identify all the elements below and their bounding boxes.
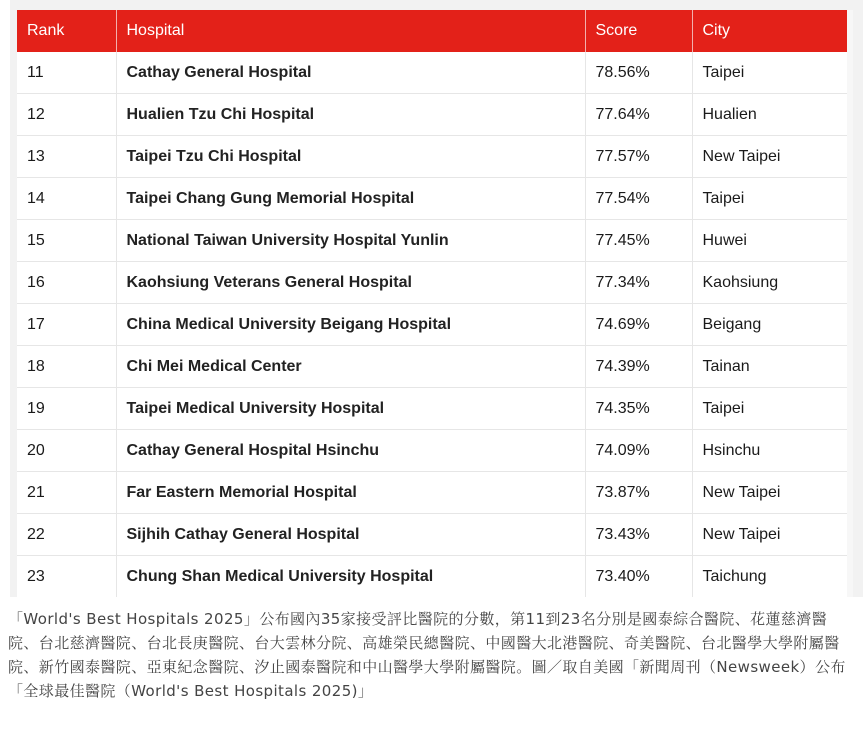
rank-cell: 18 — [17, 346, 116, 388]
city-cell: Hsinchu — [692, 430, 847, 472]
city-cell: Taipei — [692, 52, 847, 94]
hospital-cell: Taipei Medical University Hospital — [116, 388, 585, 430]
rank-cell: 16 — [17, 262, 116, 304]
table-row — [17, 430, 847, 472]
table-row — [17, 514, 847, 556]
rank-cell: 23 — [17, 556, 116, 598]
table-body — [17, 52, 847, 597]
city-cell: New Taipei — [692, 136, 847, 178]
hospital-cell: Chi Mei Medical Center — [116, 346, 585, 388]
score-cell: 78.56% — [585, 52, 692, 94]
score-cell: 74.39% — [585, 346, 692, 388]
rank-cell: 22 — [17, 514, 116, 556]
city-cell: New Taipei — [692, 514, 847, 556]
table-row — [17, 262, 847, 304]
table-row — [17, 388, 847, 430]
header-city: City — [692, 10, 847, 52]
table-row — [17, 52, 847, 94]
city-cell: Beigang — [692, 304, 847, 346]
score-cell: 73.87% — [585, 472, 692, 514]
city-cell: New Taipei — [692, 472, 847, 514]
score-cell: 77.57% — [585, 136, 692, 178]
table-side-bar — [847, 10, 853, 597]
rank-cell: 13 — [17, 136, 116, 178]
hospital-cell: Kaohsiung Veterans General Hospital — [116, 262, 585, 304]
rank-cell: 11 — [17, 52, 116, 94]
hospital-cell: Taipei Chang Gung Memorial Hospital — [116, 178, 585, 220]
header-row — [17, 10, 847, 52]
table-row — [17, 94, 847, 136]
hospital-cell: China Medical University Beigang Hospital — [116, 304, 585, 346]
score-cell: 74.09% — [585, 430, 692, 472]
table-header — [17, 10, 847, 52]
rank-cell: 15 — [17, 220, 116, 262]
hospital-cell: Cathay General Hospital — [116, 52, 585, 94]
city-cell: Huwei — [692, 220, 847, 262]
rank-cell: 17 — [17, 304, 116, 346]
table-row — [17, 220, 847, 262]
score-cell: 77.45% — [585, 220, 692, 262]
table-row — [17, 346, 847, 388]
ranking-table-card — [17, 10, 847, 597]
city-cell: Kaohsiung — [692, 262, 847, 304]
city-cell: Taipei — [692, 178, 847, 220]
image-caption: 「World's Best Hospitals 2025」公布國內35家接受評比醫院的分數，第11到23名分別是國泰綜合醫院、花蓮慈濟醫院、台北慈濟醫院、台北長庚醫院、台大雲林分院、高雄榮民總醫院、中國醫大北港醫院、奇美醫院、台北醫學大學附屬醫院、新竹國泰醫院、亞東紀念醫院、汐止國泰醫院和中山醫學大學附屬醫院。圖／取自美國「新聞周刊（Newsweek）公布「全球最佳醫院（World's Best Hospitals 2025)」 — [8, 610, 846, 700]
rank-cell: 20 — [17, 430, 116, 472]
table-row — [17, 556, 847, 598]
rank-cell: 19 — [17, 388, 116, 430]
header-rank: Rank — [17, 10, 116, 52]
hospital-cell: Chung Shan Medical University Hospital — [116, 556, 585, 598]
table-row — [17, 136, 847, 178]
rank-cell: 21 — [17, 472, 116, 514]
ranking-table — [17, 10, 847, 597]
city-cell: Taichung — [692, 556, 847, 598]
hospital-cell: Hualien Tzu Chi Hospital — [116, 94, 585, 136]
header-score: Score — [585, 10, 692, 52]
rank-cell: 14 — [17, 178, 116, 220]
score-cell: 73.40% — [585, 556, 692, 598]
city-cell: Taipei — [692, 388, 847, 430]
score-cell: 77.34% — [585, 262, 692, 304]
city-cell: Hualien — [692, 94, 847, 136]
score-cell: 77.54% — [585, 178, 692, 220]
hospital-cell: Taipei Tzu Chi Hospital — [116, 136, 585, 178]
rank-cell: 12 — [17, 94, 116, 136]
hospital-cell: Cathay General Hospital Hsinchu — [116, 430, 585, 472]
table-row — [17, 472, 847, 514]
table-row — [17, 304, 847, 346]
hospital-cell: Far Eastern Memorial Hospital — [116, 472, 585, 514]
header-hospital: Hospital — [116, 10, 585, 52]
hospital-cell: National Taiwan University Hospital Yunlin — [116, 220, 585, 262]
score-cell: 74.69% — [585, 304, 692, 346]
score-cell: 73.43% — [585, 514, 692, 556]
table-row — [17, 178, 847, 220]
score-cell: 74.35% — [585, 388, 692, 430]
city-cell: Tainan — [692, 346, 847, 388]
score-cell: 77.64% — [585, 94, 692, 136]
hospital-cell: Sijhih Cathay General Hospital — [116, 514, 585, 556]
